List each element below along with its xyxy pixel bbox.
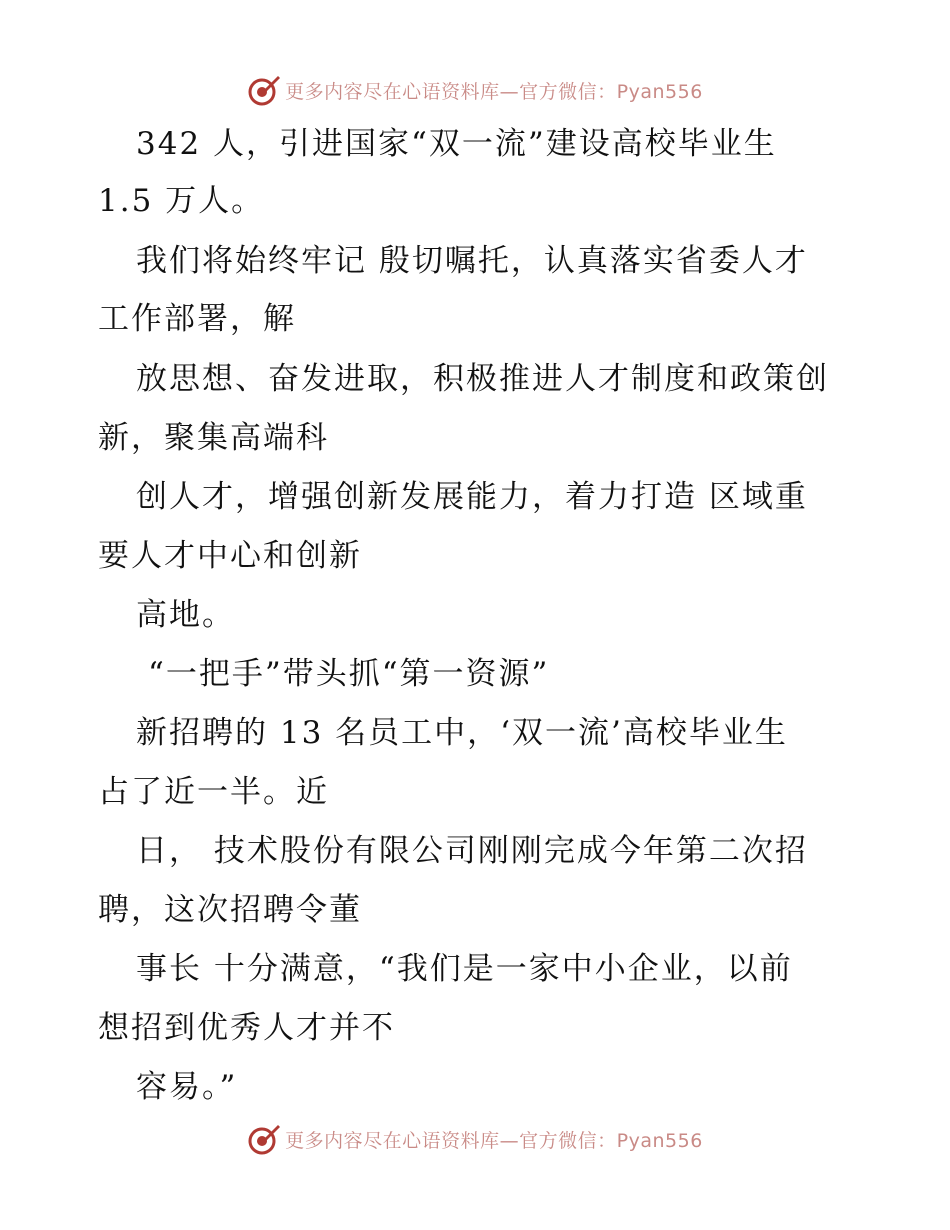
paragraph-line: 日， 技术股份有限公司刚刚完成今年第二次招 (136, 833, 808, 869)
paragraph-line: 占了近一半。近 (98, 774, 329, 810)
pen-circle-logo-icon (247, 73, 281, 107)
paragraph-line: 事长 十分满意，“我们是一家中小企业，以前 (136, 951, 793, 987)
paragraph-line: 我们将始终牢记 殷切嘱托，认真落实省委人才 (136, 243, 808, 279)
paragraph-line: 342 人，引进国家“双一流”建设高校毕业生 (136, 126, 777, 162)
pen-circle-logo-icon (247, 1122, 281, 1156)
paragraph-line: 1.5 万人。 (98, 183, 265, 219)
paragraph-line: 要人才中心和创新 (98, 538, 362, 574)
footer-watermark (0, 1121, 950, 1157)
watermark-text: 更多内容尽在心语资料库—官方微信：Pyan556 (285, 80, 703, 103)
paragraph-line: 高地。 (136, 597, 235, 633)
watermark-text: 更多内容尽在心语资料库—官方微信：Pyan556 (285, 1129, 703, 1152)
paragraph-line: 新招聘的 13 名员工中，‘双一流’高校毕业生 (136, 715, 788, 751)
paragraph-line: 创人才，增强创新发展能力，着力打造 区域重 (136, 479, 808, 515)
header-watermark (0, 72, 950, 108)
paragraph-line: 想招到优秀人才并不 (98, 1010, 395, 1046)
paragraph-line: 工作部署，解 (98, 301, 296, 337)
paragraph-line: 聘，这次招聘令董 (98, 892, 362, 928)
paragraph-line: 容易。” (136, 1069, 238, 1105)
section-heading: “一把手”带头抓“第一资源” (148, 656, 550, 692)
paragraph-line: 新，聚集高端科 (98, 420, 329, 456)
paragraph-line: 放思想、奋发进取，积极推进人才制度和政策创 (136, 361, 829, 397)
